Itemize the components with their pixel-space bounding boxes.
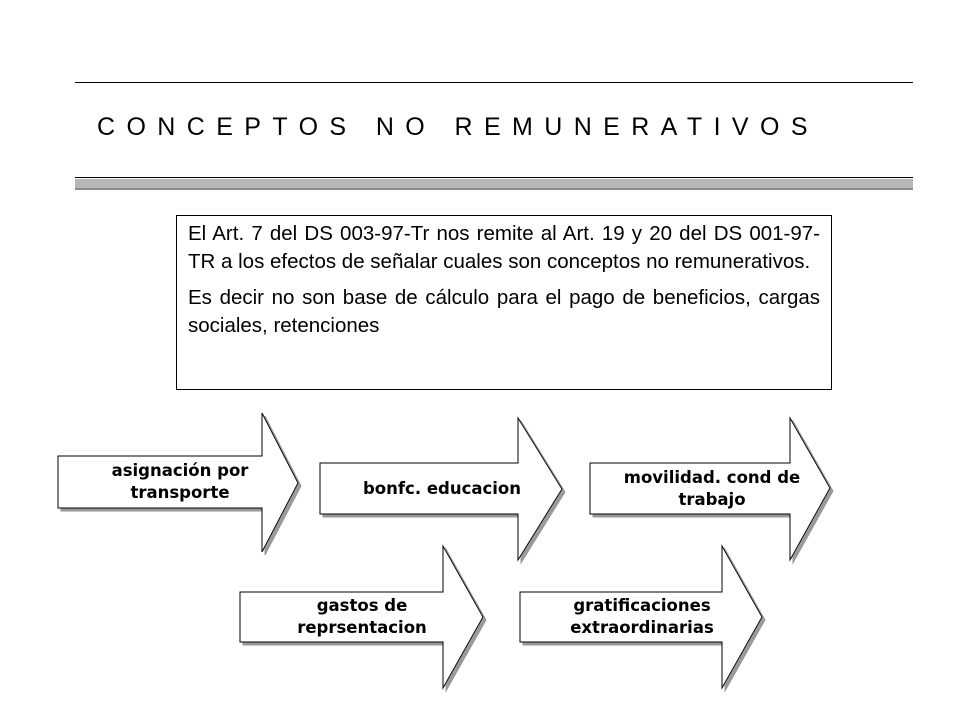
arrow-bonfc-line1: bonfc. educacion <box>362 478 522 498</box>
arrow-gastos-line1: gastos de <box>316 596 408 615</box>
arrow-movilidad-line1: movilidad. cond de <box>623 467 801 487</box>
arrow-asignacion-line1: asignación por <box>111 461 249 480</box>
arrow-gastos-label <box>246 592 478 642</box>
explanation-paragraph-2: Es decir no son base de cálculo para el pago de beneficios, cargas sociales, retenciones <box>188 286 820 337</box>
arrow-gratificaciones-line1: gratificaciones <box>573 596 711 615</box>
arrow-asignacion-line2: transporte <box>130 483 230 502</box>
arrow-movilidad-line2: trabajo <box>678 489 746 509</box>
explanation-paragraph-1: El Art. 7 del DS 003-97-Tr nos remite al Art. 19 y 20 del DS 001-97-TR a los efectos de señalar cuales son conceptos no remunerativos. <box>188 222 820 273</box>
slide-title: CONCEPTOS NO REMUNERATIVOS <box>97 113 819 141</box>
arrow-gratificaciones-line2: extraordinarias <box>570 618 714 637</box>
arrow-asignacion-label <box>64 456 296 508</box>
arrow-movilidad-label <box>596 463 828 514</box>
arrow-gratificaciones-label <box>526 592 758 642</box>
arrow-bonfc-label <box>326 463 558 514</box>
arrow-gastos-line2: reprsentacion <box>297 618 427 637</box>
